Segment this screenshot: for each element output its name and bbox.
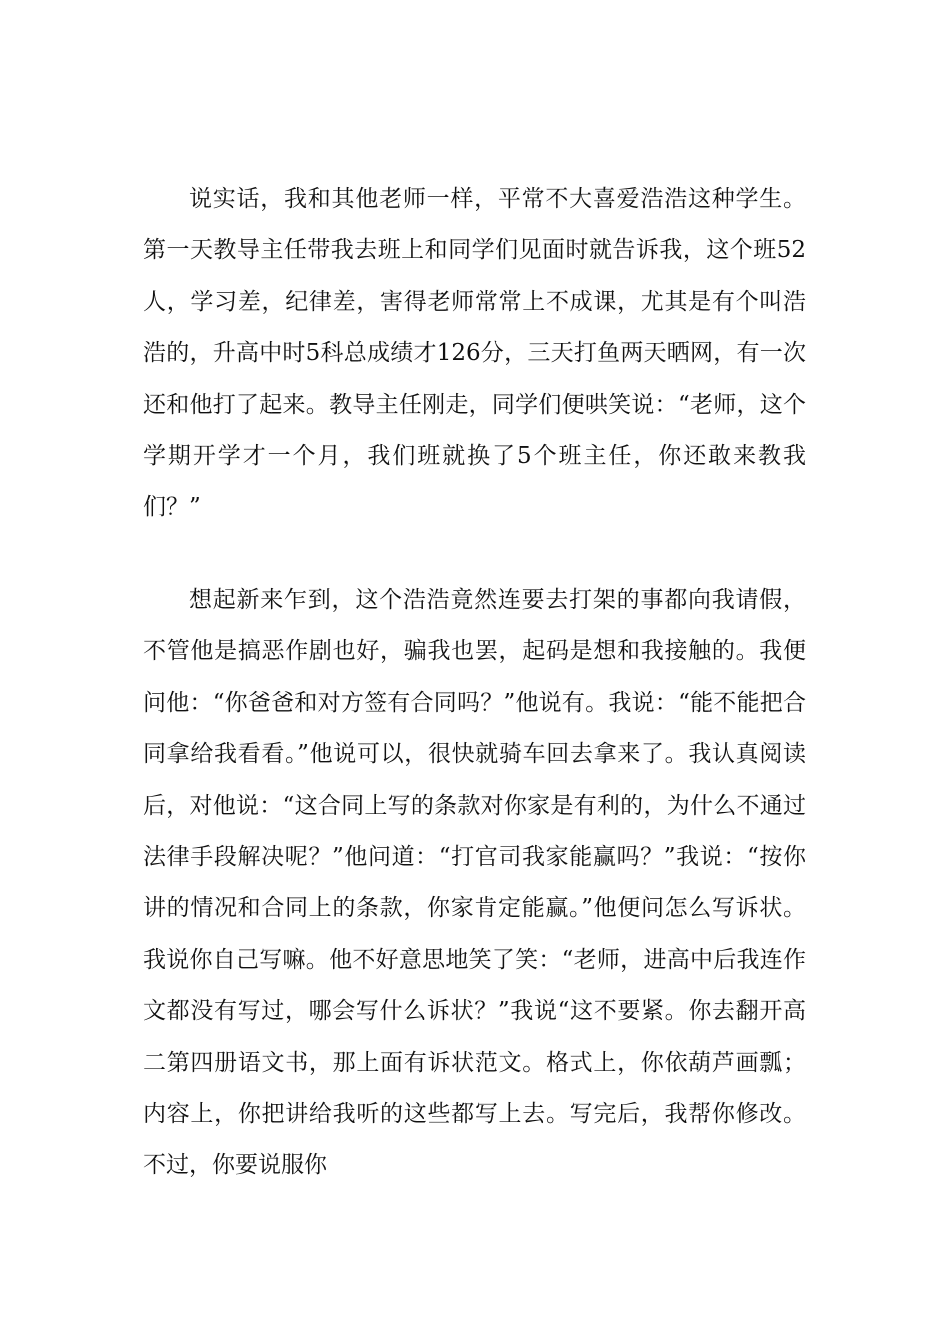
body-paragraph-1: 说实话，我和其他老师一样，平常不大喜爱浩浩这种学生。第一天教导主任带我去班上和同学们见面时就告诉我，这个班52人，学习差，纪律差，害得老师常常上不成课，尤其是有个叫浩浩的，升高中时5科总成绩才126分，三天打鱼两天晒网，有一次还和他打了起来。教导主任刚走，同学们便哄笑说：“老师，这个学期开学才一个月，我们班就换了5个班主任，你还敢来教我们？” [143, 186, 806, 521]
body-paragraph-2: 想起新来乍到，这个浩浩竟然连要去打架的事都向我请假，不管他是搞恶作剧也好，骗我也罢，起码是想和我接触的。我便问他：“你爸爸和对方签有合同吗？”他说有。我说：“能不能把合同拿给我看看。”他说可以，很快就骑车回去拿来了。我认真阅读后，对他说：“这合同上写的条款对你家是有利的，为什么不通过法律手段解决呢？”他问道：“打官司我家能赢吗？”我说：“按你讲的情况和合同上的条款，你家肯定能赢。”他便问怎么写诉状。我说你自己写嘛。他不好意思地笑了笑：“老师，进高中后我连作文都没有写过，哪会写什么诉状？”我说“这不要紧。你去翻开高二第四册语文书，那上面有诉状范文。格式上，你依葫芦画瓢；内容上，你把讲给我听的这些都写上去。写完后，我帮你修改。不过，你要说服你 [143, 587, 806, 1179]
